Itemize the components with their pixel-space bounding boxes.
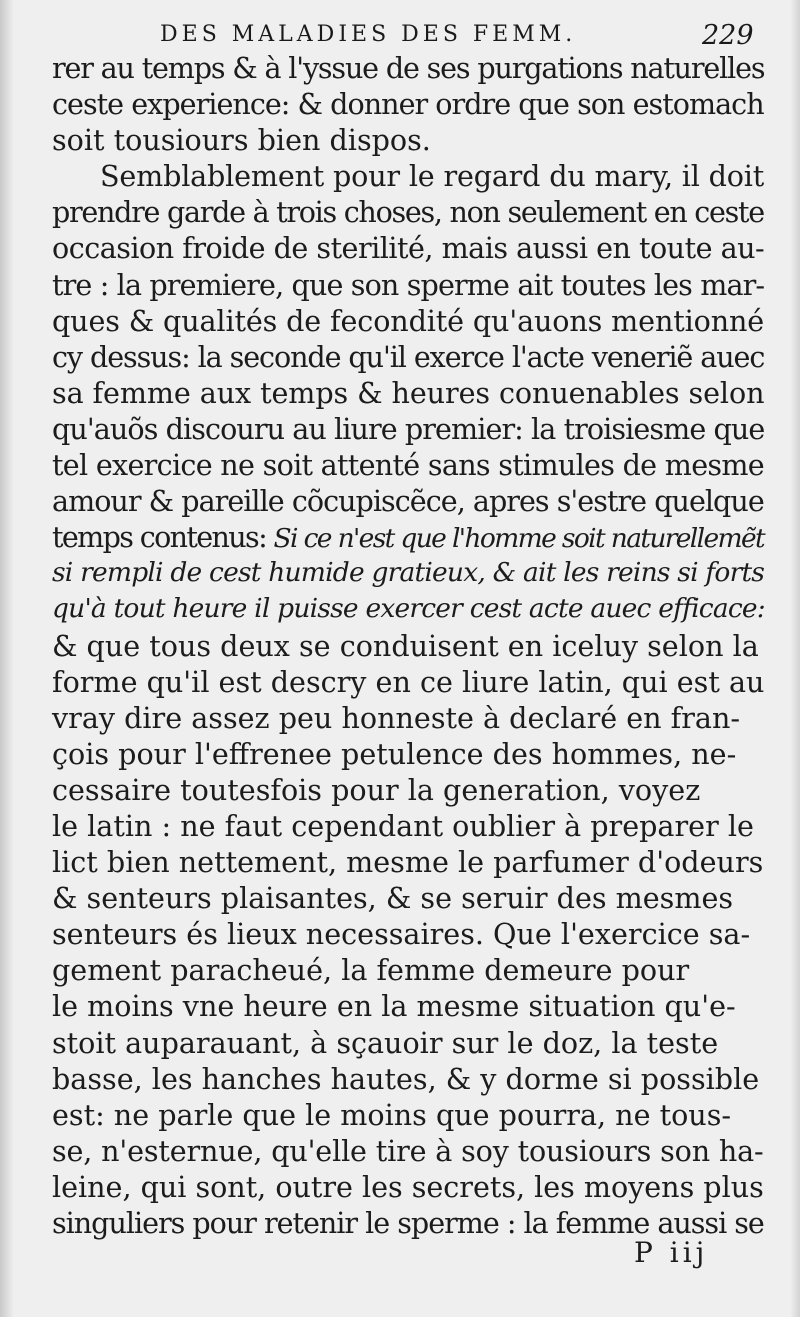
text-line: & que tous deux se conduisent en iceluy selon la — [52, 628, 759, 663]
text-line: est: ne parle que le moins que pourra, ne tous- — [52, 1097, 732, 1132]
text-line: occasion froide de sterilité, mais aussi en toute au- — [52, 231, 765, 266]
signature-mark: P iij — [634, 1236, 709, 1269]
text-line: & senteurs plaisantes, & se seruir des mesmes — [52, 881, 734, 916]
text-line: Semblablement pour le regard du mary, il doit — [100, 159, 765, 194]
text-line: cessaire toutesfois pour la generation, voyez — [52, 772, 701, 807]
text-line: soit tousiours bien dispos. — [52, 123, 431, 158]
text-line: cy dessus: la seconde qu'il exerce l'acte veneriẽ auec — [52, 339, 765, 374]
text-line: vray dire assez peu honneste à declaré en fran- — [52, 700, 741, 735]
text-line: tre : la premiere, que son sperme ait toutes les mar- — [52, 267, 765, 302]
text-line: le latin : ne faut cependant oublier à preparer le — [52, 808, 754, 843]
roman-segment: temps contenus: — [52, 520, 274, 555]
text-line: leine, qui sont, outre les secrets, les moyens plus — [52, 1169, 764, 1204]
text-line: senteurs és lieux necessaires. Que l'exercice sa- — [52, 917, 751, 952]
text-line-italic: si rempli de cest humide gratieux, & ait les reins si forts — [52, 557, 765, 589]
text-line: le moins vne heure en la mesme situation qu'e- — [52, 989, 736, 1024]
text-line: gement paracheué, la femme demeure pour — [52, 953, 690, 988]
text-line: çois pour l'effrenee petulence des hommes, ne- — [52, 736, 737, 771]
text-line: lict bien nettement, mesme le parfumer d'odeurs — [52, 845, 764, 880]
text-line: prendre garde à trois choses, non seulement en ceste — [52, 195, 764, 230]
text-line: basse, les hanches hautes, & y dorme si possible — [52, 1061, 760, 1096]
text-line: se, n'esternue, qu'elle tire à soy tousiours son ha- — [52, 1133, 764, 1168]
running-head: DES MALADIES DES FEMM. — [160, 22, 577, 47]
text-line-italic: qu'à tout heure il puisse exercer cest acte auec efficace: — [52, 593, 765, 625]
text-line: amour & pareille cõcupiscẽce, apres s'estre quelque — [52, 484, 764, 519]
text-line: qu'auõs discouru au liure premier: la troisiesme que — [52, 411, 765, 446]
text-line: sa femme aux temps & heures conuenables selon — [52, 375, 765, 410]
text-line: stoit auparauant, à sçauoir sur le doz, la teste — [52, 1025, 719, 1060]
text-line-mixed — [52, 519, 764, 555]
italic-segment: Si ce n'est que l'homme soit naturellemẽt — [273, 523, 765, 555]
text-line: rer au temps & à l'yssue de ses purgations naturelles — [52, 51, 765, 85]
text-line: tel exercice ne soit attenté sans stimules de mesme — [52, 448, 764, 483]
text-line: singuliers pour retenir le sperme : la femme aussi se — [52, 1206, 764, 1240]
text-line: ceste experience: & donner ordre que son estomach — [52, 87, 764, 122]
page-number: 229 — [702, 20, 754, 51]
text-line: ques & qualités de fecondité qu'auons mentionné — [52, 303, 765, 338]
text-line: forme qu'il est descry en ce liure latin, qui est au — [52, 664, 765, 699]
body-text — [52, 50, 764, 1241]
